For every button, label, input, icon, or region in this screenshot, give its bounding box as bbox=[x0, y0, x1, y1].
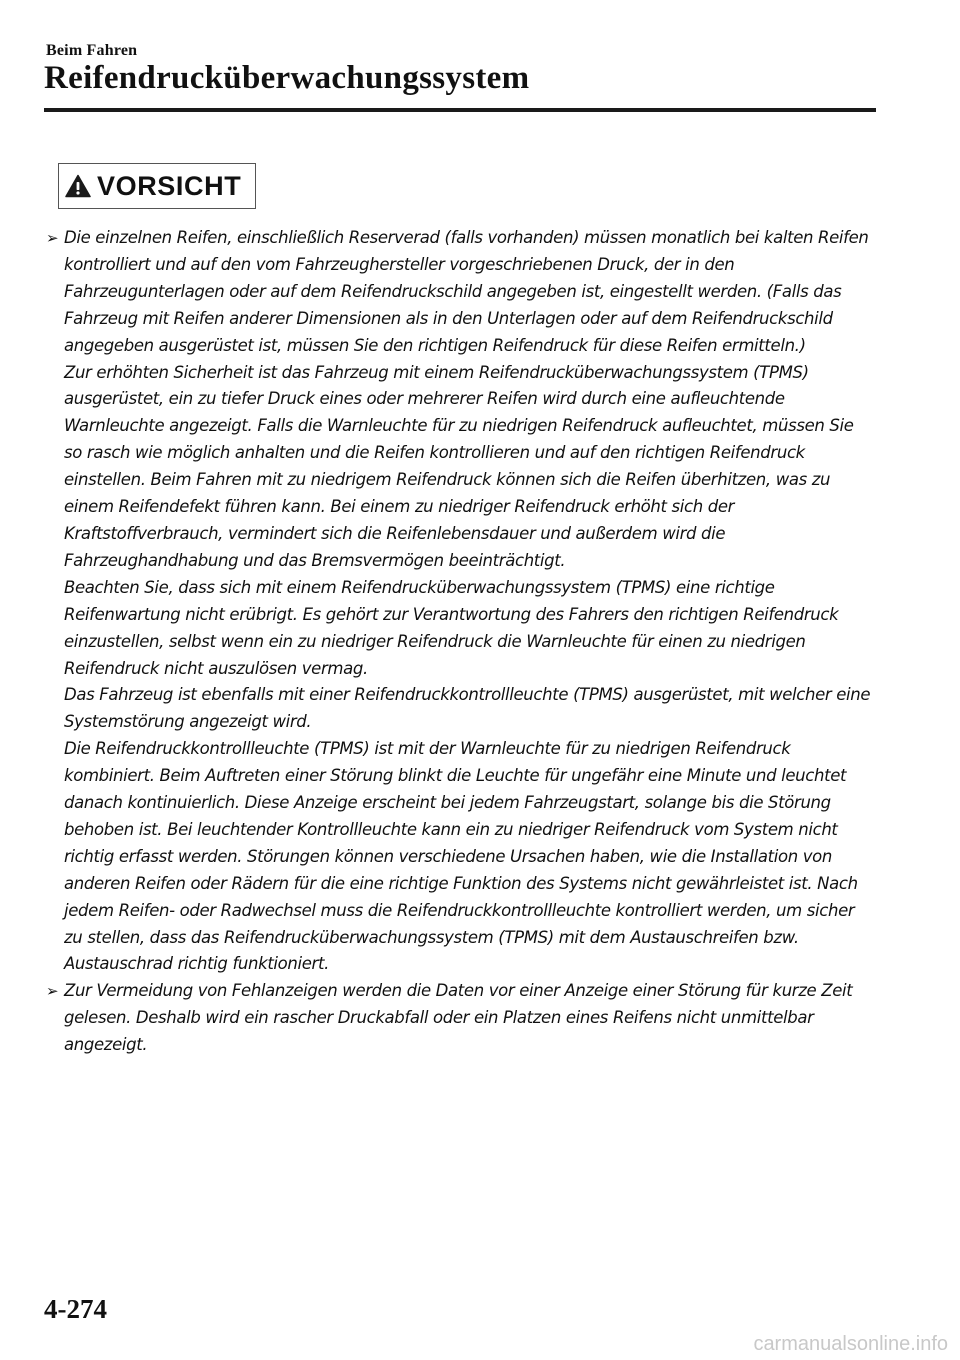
paragraph: Zur erhöhten Sicherheit ist das Fahrzeug mit einem Reifendrucküberwachungssystem (TPMS) ausgerüstet, ein zu tiefer Druck eines oder mehrerer Reifen wird durch eine aufleuchtende Warnleuchte angezeigt. Falls die Warnleuchte für zu niedrigen Reifendruck aufleuchtet, müssen Sie so rasch wie möglich anhalten und die Reifen kontrollieren und auf den richtigen Reifendruck einstellen. Beim Fahren mit zu niedrigem Reifendruck können sich die Reifen überhitzen, was zu einem Reifendefekt führen kann. Bei einem zu niedriger Reifendruck erhöht sich der Kraftstoffverbrauch, vermindert sich die Reifenlebensdauer und außerdem wird die Fahrzeughandhabung und das Bremsvermögen beeinträchtigt. bbox=[64, 362, 854, 570]
paragraph: Zur Vermeidung von Fehlanzeigen werden die Daten vor einer Anzeige einer Störung für kurze Zeit gelesen. Deshalb wird ein rascher Druckabfall oder ein Platzen eines Reifens nicht unmittelbar angezeigt. bbox=[64, 981, 853, 1055]
paragraph: Das Fahrzeug ist ebenfalls mit einer Reifendruckkontrollleuchte (TPMS) ausgerüstet, mit welcher eine Systemstörung angezeigt wird. bbox=[64, 685, 871, 732]
bullet-marker: ➢ bbox=[46, 982, 59, 1001]
warning-triangle-icon bbox=[65, 174, 91, 198]
bullet-item bbox=[46, 225, 876, 978]
section-label: Beim Fahren bbox=[46, 42, 138, 59]
caution-body bbox=[46, 225, 876, 1059]
paragraph: Die einzelnen Reifen, einschließlich Reserverad (falls vorhanden) müssen monatlich bei kalten Reifen kontrolliert und auf den vom Fahrzeughersteller vorgeschriebenen Druck, der in den Fahrzeugunterlagen oder auf dem Reifendruckschild angegeben ist, eingestellt werden. (Falls das Fahrzeug mit Reifen anderer Dimensionen als in den Unterlagen oder auf dem Reifendruckschild angegeben ausgerüstet ist, müssen Sie den richtigen Reifendruck für diese Reifen ermitteln.) bbox=[64, 228, 869, 355]
page-number: 4-274 bbox=[44, 1294, 107, 1324]
watermark: carmanualsonline.info bbox=[753, 1333, 948, 1355]
title-rule bbox=[44, 108, 876, 112]
bullet-marker: ➢ bbox=[46, 229, 59, 247]
bullet-item bbox=[46, 978, 876, 1059]
page-title: Reifendrucküberwachungssystem bbox=[44, 60, 530, 96]
caution-box bbox=[58, 163, 256, 209]
paragraph: Die Reifendruckkontrollleuchte (TPMS) ist mit der Warnleuchte für zu niedrigen Reifendruck kombiniert. Beim Auftreten einer Störung blinkt die Leuchte für ungefähr eine Minute und leuchtet danach kontinuierlich. Diese Anzeige erscheint bei jedem Fahrzeugstart, solange bis die Störung behoben ist. Bei leuchtender Kontrollleuchte kann ein zu niedriger Reifendruck vom System nicht richtig erfasst werden. Störungen können verschiedene Ursachen haben, wie die Installation von anderen Reifen oder Rädern für die eine richtige Funktion des Systems nicht gewährleistet ist. Nach jedem Reifen- oder Radwechsel muss die Reifendruckkontrollleuchte kontrolliert werden, um sicher zu stellen, dass das Reifendrucküberwachungssystem (TPMS) mit dem Austauschreifen bzw. Austauschrad richtig funktioniert. bbox=[64, 739, 858, 974]
caution-label: VORSICHT bbox=[97, 170, 242, 201]
paragraph: Beachten Sie, dass sich mit einem Reifendrucküberwachungssystem (TPMS) eine richtige Reifenwartung nicht erübrigt. Es gehört zur Verantwortung des Fahrers den richtigen Reifendruck einzustellen, selbst wenn ein zu niedriger Reifendruck die Warnleuchte für einen zu niedrigen Reifendruck nicht auszulösen vermag. bbox=[64, 577, 839, 678]
